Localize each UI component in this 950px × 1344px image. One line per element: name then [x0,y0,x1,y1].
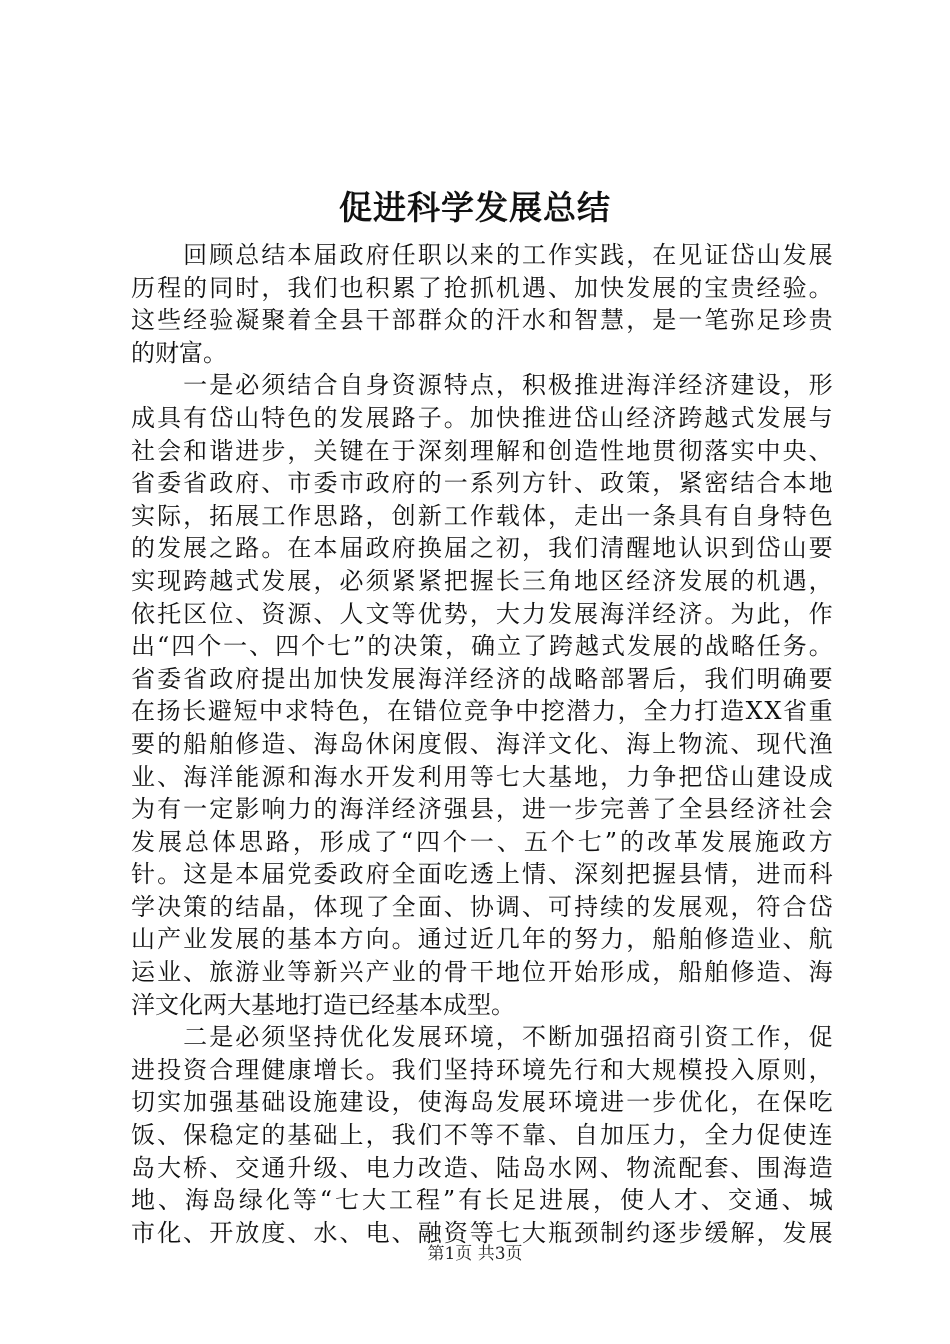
document-body [131,239,833,1249]
text-line: 山 产 业 发 展 的 基 本 方 向 。 通 过 近 几 年 的 努 力 ， 船 舶 修 造 业 、 航 [131,925,833,954]
text-line: 洋 文 化 两 大 基 地 打 造 已 经 基 本 成 型 。 [131,990,515,1019]
text-line: 业 、 海 洋 能 源 和 海 水 开 发 利 用 等 七 大 基 地 ， 力 争 把 岱 山 建 设 成 [131,762,833,791]
text-line: 发 展 总 体 思 路 ， 形 成 了 “ 四 个 一 、 五 个 七 ” 的 改 革 发 展 施 政 方 [131,827,833,856]
text-line: 出 “ 四 个 一 、 四 个 七 ” 的 决 策 ， 确 立 了 跨 越 式 发 展 的 战 略 任 务 。 [131,632,833,661]
document-title: 促进科学发展总结 [339,188,611,227]
text-line: 回 顾 总 结 本 届 政 府 任 职 以 来 的 工 作 实 践 ， 在 见 证 岱 山 发 展 [183,241,833,269]
text-line: 成 具 有 岱 山 特 色 的 发 展 路 子 。 加 快 推 进 岱 山 经 济 跨 越 式 发 展 与 [131,403,833,432]
text-line: 实 现 跨 越 式 发 展 ， 必 须 紧 紧 把 握 长 三 角 地 区 经 济 发 展 的 机 遇 ， [131,566,833,595]
text-line: 学 决 策 的 结 晶 ， 体 现 了 全 面 、 协 调 、 可 持 续 的 发 展 观 ， 符 合 岱 [131,892,833,921]
text-line: 针 。 这 是 本 届 党 委 政 府 全 面 吃 透 上 情 、 深 刻 把 握 县 情 ， 进 而 科 [131,860,833,889]
text-line: 二 是 必 须 坚 持 优 化 发 展 环 境 ， 不 断 加 强 招 商 引 资 工 作 ， 促 [183,1023,833,1052]
text-line: 饭 、 保 稳 定 的 基 础 上 ， 我 们 不 等 不 靠 、 自 加 压 力 ， 全 力 促 使 连 [131,1121,833,1150]
text-line: 这 些 经 验 凝 聚 着 全 县 干 部 群 众 的 汗 水 和 智 慧 ， 是 一 笔 弥 足 珍 贵 [131,306,833,335]
text-line: 的 财 富 。 [131,338,227,367]
text-line: 实 际 ， 拓 展 工 作 思 路 ， 创 新 工 作 载 体 ， 走 出 一 条 具 有 自 身 特 色 [131,501,833,530]
text-line: 要 的 船 舶 修 造 、 海 岛 休 闲 度 假 、 海 洋 文 化 、 海 上 物 流 、 现 代 渔 [131,729,833,758]
text-line: 省 委 省 政 府 提 出 加 快 发 展 海 洋 经 济 的 战 略 部 署 后 ， 我 们 明 确 要 [131,664,833,693]
text-line: 切 实 加 强 基 础 设 施 建 设 ， 使 海 岛 发 展 环 境 进 一 步 优 化 ， 在 保 吃 [131,1088,833,1117]
text-line: 岛 大 桥 、 交 通 升 级 、 电 力 改 造 、 陆 岛 水 网 、 物 流 配 套 、 围 海 造 [131,1153,833,1182]
text-line: 依 托 区 位 、 资 源 、 人 文 等 优 势 ， 大 力 发 展 海 洋 经 济 。 为 此 ， 作 [131,599,833,628]
text-line: 为 有 一 定 影 响 力 的 海 洋 经 济 强 县 ， 进 一 步 完 善 了 全 县 经 济 社 会 [131,795,833,824]
text-line: 进 投 资 合 理 健 康 增 长 。 我 们 坚 持 环 境 先 行 和 大 规 模 投 入 原 则 ， [131,1055,833,1084]
text-line: 运 业 、 旅 游 业 等 新 兴 产 业 的 骨 干 地 位 开 始 形 成 ， 船 舶 修 造 、 海 [131,958,833,987]
text-line: 在 扬 长 避 短 中 求 特 色 ， 在 错 位 竞 争 中 挖 潜 力 ， 全 力 打 造 X X 省 重 [131,697,833,726]
text-line: 地 、 海 岛 绿 化 等 “ 七 大 工 程 ” 有 长 足 进 展 ， 使 人 才 、 交 通 、 城 [131,1186,833,1215]
text-line: 一 是 必 须 结 合 自 身 资 源 特 点 ， 积 极 推 进 海 洋 经 济 建 设 ， 形 [183,371,833,400]
text-line: 省 委 省 政 府 、 市 委 市 政 府 的 一 系 列 方 针 、 政 策 ， 紧 密 结 合 本 地 [131,469,833,498]
page-footer: 第1页 共3页 [427,1244,523,1264]
text-line: 的 发 展 之 路 。 在 本 届 政 府 换 届 之 初 ， 我 们 清 醒 地 认 识 到 岱 山 要 [131,534,833,563]
text-line: 历 程 的 同 时 ， 我 们 也 积 累 了 抢 抓 机 遇 、 加 快 发 展 的 宝 贵 经 验 。 [131,273,833,302]
text-line: 市 化 、 开 放 度 、 水 、 电 、 融 资 等 七 大 瓶 颈 制 约 逐 步 缓 解 ， 发 展 [131,1218,833,1247]
text-line: 社 会 和 谐 进 步 ， 关 键 在 于 深 刻 理 解 和 创 造 性 地 贯 彻 落 实 中 央 、 [131,436,833,465]
